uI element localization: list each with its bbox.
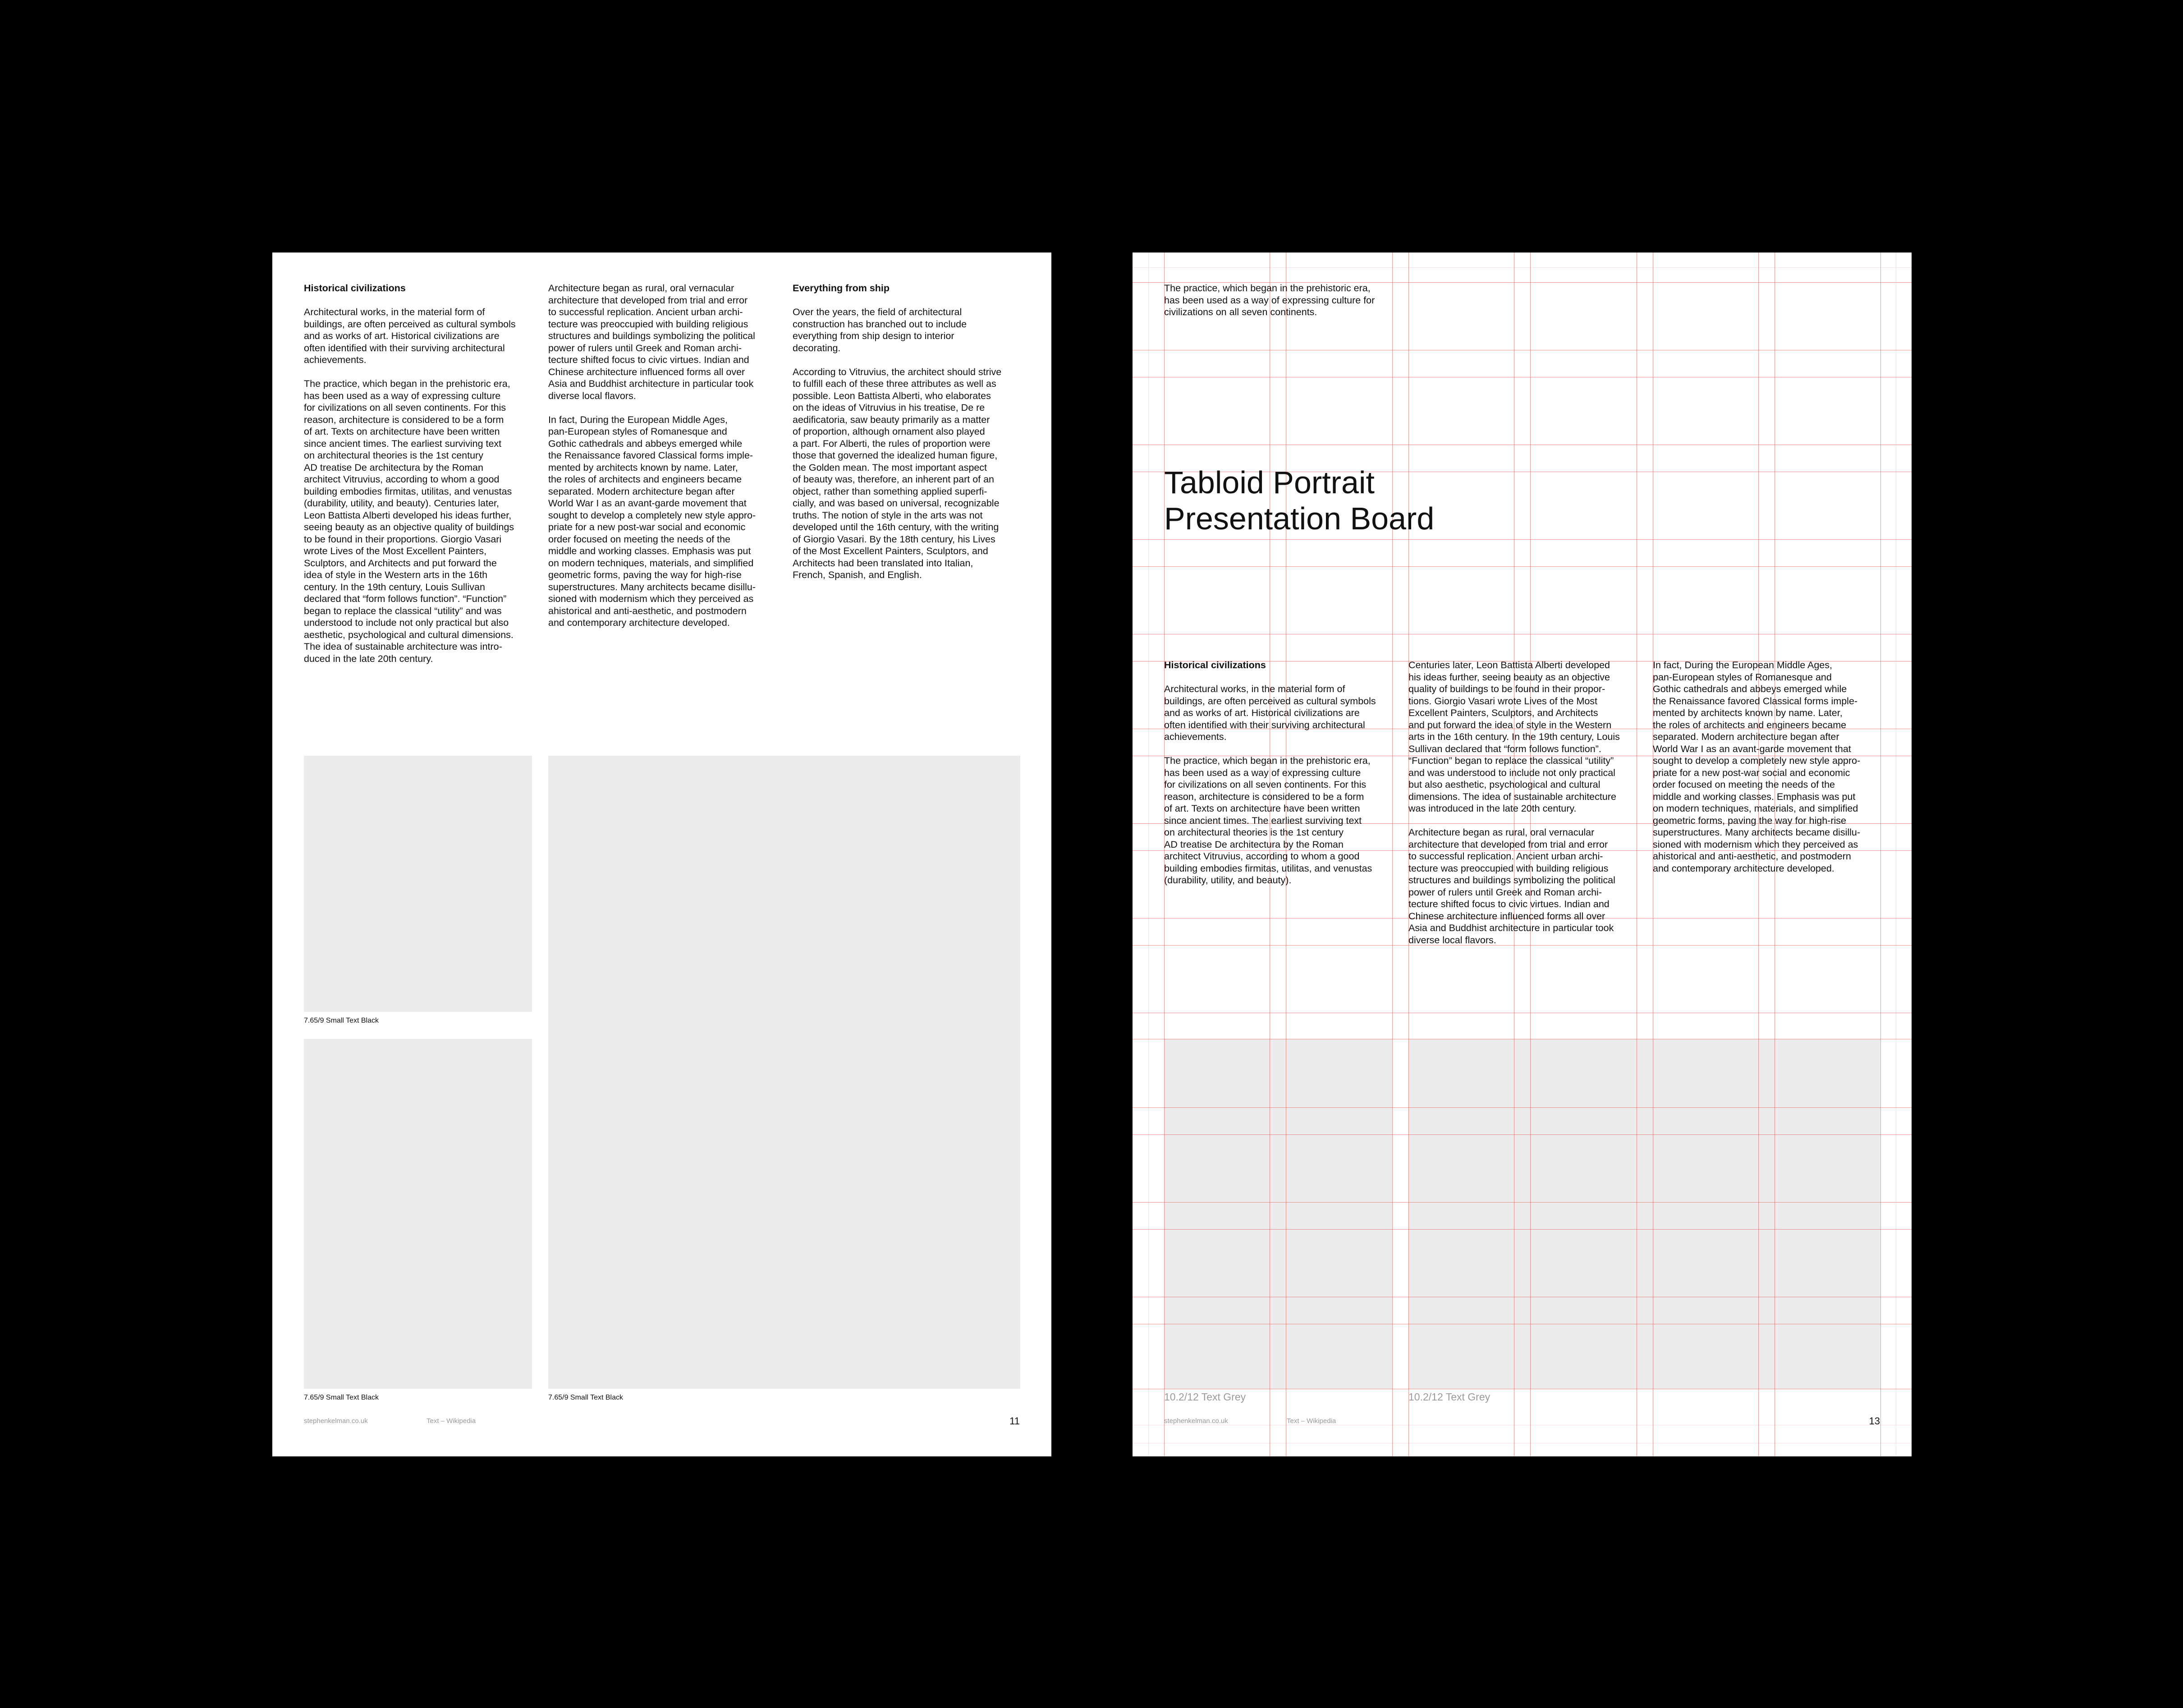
footer-site: stephenkelman.co.uk: [1164, 1417, 1228, 1425]
caption-large: 7.65/9 Small Text Black: [548, 1394, 624, 1401]
intro-text: The practice, which began in the prehistoric era, has been used as a way of expressing culture for civilizations on all seven continents.: [1164, 283, 1375, 317]
col1-body: Architectural works, in the material form of buildings, are often perceived as cultural symbols and as works of art. Historical civilizations are often identified with their surviving architectural achievements. The practice, which began in the prehistoric era, has been used as a way of expressing culture for civilizations on all seven continents. For this reason, architecture is considered to be a form of art. Texts on architecture have been written since ancient times. The earliest surviving text on architectural theories is the 1st century AD treatise De architectura by the Roman architect Vitruvius, according to whom a good building embodies firmitas, utilitas, and venustas (durability, utility, and beauty). Centuries later, Leon Battista Alberti developed his ideas further, seeing beauty as an objective quality of buildings to be found in their proportions. Giorgio Vasari wrote Lives of the Most Excellent Painters, Sculptors, and Architects and put forward the idea of style in the Western arts in the 16th century. In the 19th century, Louis Sullivan declared that “form follows function”. “Function” began to replace the classical “utility” and was understood to include not only practical but also aesthetic, psychological and cultural dimensions. The idea of sustainable architecture was intro- duced in the late 20th century.: [304, 307, 516, 664]
col1-body: Architectural works, in the material form of buildings, are often perceived as cultural symbols and as works of art. Historical civilizations are often identified with their surviving architectural achievements. The practice, which began in the prehistoric era, has been used as a way of expressing culture for civilizations on all seven continents. For this reason, architecture is considered to be a form of art. Texts on architecture have been written since ancient times. The earliest surviving text on architectural theories is the 1st century AD treatise De architectura by the Roman architect Vitruvius, according to whom a good building embodies firmitas, utilitas, and venustas (durability, utility, and beauty).: [1164, 684, 1376, 886]
col3-body: In fact, During the European Middle Ages, pan-European styles of Romanesque and Gothic cathedrals and abbeys emerged while the Renaissance favored Classical forms imple- mented by architects known by name. Later, the roles of architects and engineers became separated. Modern architecture began after World War I as an avant-garde movement that sought to develop a completely new style appro- priate for a new post-war social and economic order focused on meeting the needs of the middle and working classes. Emphasis was put on modern techniques, materials, and simplified geometric forms, paving the way for high-rise superstructures. Many architects became disillu- sioned with modernism which they perceived as ahistorical and anti-aesthetic, and postmodern and contemporary architecture developed.: [1653, 660, 1861, 874]
image-placeholder-large: [548, 756, 1020, 1389]
col3-body: Over the years, the field of architectural construction has branched out to include everything from ship design to interior decorating. According to Vitruvius, the architect should strive to fulfill each of these three attributes as well as possible. Leon Battista Alberti, who elaborates on the ideas of Vitruvius in his treatise, De re aedificatoria, saw beauty primarily as a matter of proportion, although ornament also played a part. For Alberti, the rules of proportion were those that governed the idealized human figure, the Golden mean. The most important aspect of beauty was, therefore, an inherent part of an object, rather than something applied superfi- cially, and was based on universal, recognizable truths. The notion of style in the arts was not developed until the 16th century, with the writing of Giorgio Vasari. By the 18th century, his Lives of the Most Excellent Painters, Sculptors, and Architects had been translated into Italian, French, Spanish, and English.: [793, 307, 1002, 580]
image-placeholder-small-bottom: [304, 1039, 532, 1389]
col1-heading: Historical civilizations: [1164, 660, 1266, 670]
image-placeholder-small-top: [304, 756, 532, 1012]
page-number: 11: [1009, 1415, 1020, 1427]
board-title: [1164, 464, 1434, 537]
footer-site: stephenkelman.co.uk: [304, 1417, 368, 1425]
col1-heading: Historical civilizations: [304, 283, 406, 294]
footer-credit: Text – Wikipedia: [1287, 1417, 1336, 1425]
page-number: 13: [1869, 1415, 1880, 1427]
caption-small-top: 7.65/9 Small Text Black: [304, 1017, 379, 1024]
image-placeholder-left: [1164, 1039, 1392, 1389]
footer-credit: Text – Wikipedia: [427, 1417, 476, 1425]
caption-grey-left: 10.2/12 Text Grey: [1164, 1391, 1246, 1403]
col2-body: Centuries later, Leon Battista Alberti developed his ideas further, seeing beauty as an objective quality of buildings to be found in their propor- tions. Giorgio Vasari wrote Lives of the Most Excellent Painters, Sculptors, and Architects and put forward the idea of style in the Western arts in the 16th century. In the 19th century, Louis Sullivan declared that “form follows function”. “Function” began to replace the classical “utility” and was understood to include not only practical but also aesthetic, psychological and cultural dimensions. The idea of sustainable architecture was introduced in the late 20th century. Architecture began as rural, oral vernacular architecture that developed from trial and error to successful replication. Ancient urban archi- tecture was preoccupied with building religious structures and buildings symbolizing the political power of rulers until Greek and Roman archi- tecture shifted focus to civic virtues. Indian and Chinese architecture influenced forms all over Asia and Buddhist architecture in particular took diverse local flavors.: [1408, 660, 1620, 946]
title-line-2: Presentation Board: [1164, 501, 1435, 536]
caption-small-bottom: 7.65/9 Small Text Black: [304, 1394, 379, 1401]
page-11: [272, 253, 1051, 1456]
image-placeholder-right: [1408, 1039, 1880, 1389]
title-line-1: Tabloid Portrait: [1164, 465, 1375, 500]
caption-grey-right: 10.2/12 Text Grey: [1408, 1391, 1490, 1403]
col3-heading: Everything from ship: [793, 283, 890, 294]
col2-body: Architecture began as rural, oral vernacular architecture that developed from trial and error to successful replication. Ancient urban archi- tecture was preoccupied with building religious structures and buildings symbolizing the political power of rulers until Greek and Roman archi- tecture shifted focus to civic virtues. Indian and Chinese architecture influenced forms all over Asia and Buddhist architecture in particular took diverse local flavors. In fact, During the European Middle Ages, pan-European styles of Romanesque and Gothic cathedrals and abbeys emerged while the Renaissance favored Classical forms imple- mented by architects known by name. Later, the roles of architects and engineers became separated. Modern architecture began after World War I as an avant-garde movement that sought to develop a completely new style appro- priate for a new post-war social and economic order focused on meeting the needs of the middle and working classes. Emphasis was put on modern techniques, materials, and simplified geometric forms, paving the way for high-rise superstructures. Many architects became disillu- sioned with modernism which they perceived as ahistorical and anti-aesthetic, and postmodern and contemporary architecture developed.: [548, 283, 756, 628]
page-13: [1133, 253, 1912, 1456]
